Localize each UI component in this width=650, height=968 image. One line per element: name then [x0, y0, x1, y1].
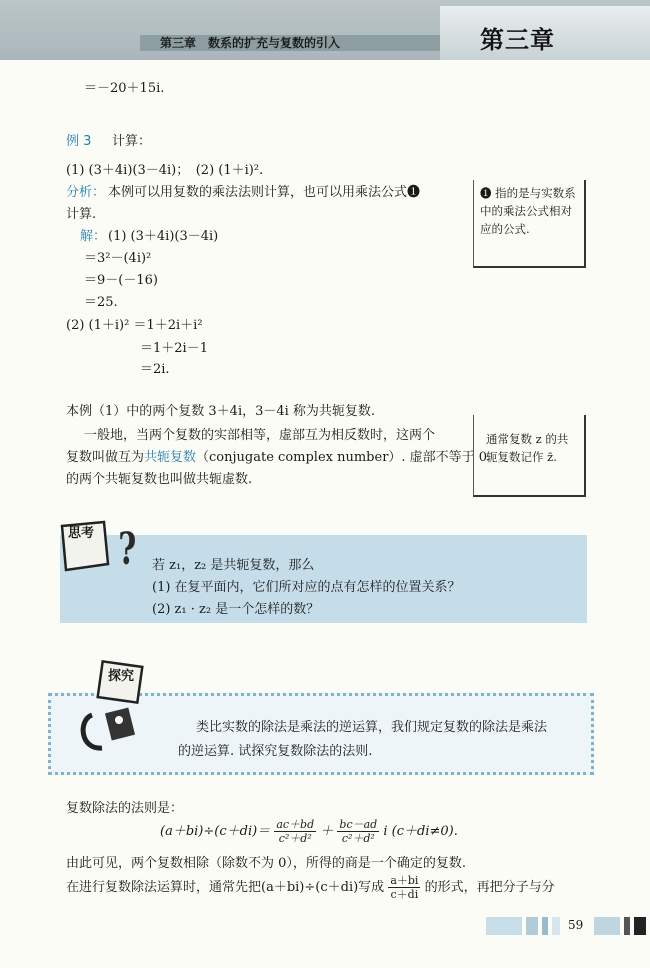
- side-note-conjugate: 通常复数 z 的共轭复数记作 z̄.: [486, 432, 569, 464]
- solution-2-line-1: (2) (1＋i)² ＝1＋2i＋i²: [66, 318, 203, 333]
- footer-decoration: [486, 915, 648, 937]
- fraction-general-denominator: c＋di: [390, 888, 419, 901]
- fraction-imag-numerator: bc－ad: [339, 818, 378, 831]
- fraction-imag-denominator: c²＋d²: [341, 832, 375, 845]
- fraction-real-denominator: c²＋d²: [278, 832, 312, 845]
- paragraph-example: 本例（1）中的两个复数 3＋4i，3－4i 称为共轭复数.: [66, 404, 376, 419]
- fraction-real-numerator: ac＋bd: [276, 818, 315, 831]
- conjugate-term: 共轭复数: [144, 450, 197, 465]
- paragraph-definition-line-1: 一般地，当两个复数的实部相等，虚部互为相反数时，这两个: [84, 428, 436, 443]
- think-badge-label: 思考: [68, 526, 95, 541]
- previous-result: ＝－20＋15i.: [84, 81, 165, 96]
- fraction-general-numerator: a＋bi: [390, 874, 419, 887]
- analysis-continued: 计算.: [66, 207, 97, 222]
- definition-prefix: 复数叫做互为: [66, 450, 145, 465]
- explore-line-1: 类比实数的除法是乘法的逆运算，我们规定复数的除法是乘法: [196, 720, 548, 735]
- solution-1-line-3: ＝9－(－16): [84, 273, 158, 288]
- chapter-badge-label: 第三章: [480, 26, 555, 54]
- solution-1-line-4: ＝25.: [84, 295, 118, 310]
- page-number: 59: [568, 918, 584, 932]
- division-procedure: [66, 874, 555, 901]
- fraction-imag: [337, 818, 379, 845]
- example-heading: 计算：: [112, 134, 152, 149]
- definition-suffix: （conjugate complex number）. 虚部不等于 0: [196, 450, 488, 465]
- think-line-1: 若 z₁，z₂ 是共轭复数，那么: [152, 558, 315, 573]
- header-title: 第三章 数系的扩充与复数的引入: [160, 36, 341, 50]
- analysis-label: 分析：: [66, 185, 106, 200]
- division-consequence: 由此可见，两个复数相除（除数不为 0），所得的商是一个确定的复数.: [66, 856, 467, 871]
- solution-1-line-1: (1) (3＋4i)(3－4i): [108, 229, 219, 244]
- solution-2-line-2: ＝1＋2i－1: [140, 341, 208, 356]
- explore-badge-label: 探究: [108, 669, 135, 684]
- paragraph-definition-line-3: 的两个共轭复数也叫做共轭虚数.: [66, 472, 253, 487]
- solution-2-line-3: ＝2i.: [140, 362, 170, 377]
- formula-tail: i (c＋di≠0).: [383, 824, 458, 839]
- formula-lhs: (a＋bi)÷(c＋di)＝: [160, 824, 271, 839]
- explore-line-2: 的逆运算. 试探究复数除法的法则.: [178, 744, 373, 759]
- fraction-general: [388, 874, 420, 901]
- analysis-text: 本例可以用复数的乘法法则计算，也可以用乘法公式❶: [108, 185, 421, 200]
- fraction-real: [274, 818, 316, 845]
- procedure-prefix: 在进行复数除法运算时，通常先把(a＋bi)÷(c＋di)写成: [66, 880, 385, 895]
- paragraph-definition-line-2: [66, 446, 487, 465]
- solution-label: 解：: [80, 229, 107, 244]
- solution-1-line-2: ＝3²－(4i)²: [84, 251, 152, 266]
- svg-text:?: ?: [118, 522, 137, 575]
- think-line-2: (1) 在复平面内，它们所对应的点有怎样的位置关系？: [152, 580, 461, 595]
- think-line-3: (2) z₁ · z₂ 是一个怎样的数？: [152, 602, 320, 617]
- example-problems: (1) (3＋4i)(3－4i)； (2) (1＋i)².: [66, 163, 264, 178]
- formula-plus: ＋: [320, 824, 334, 839]
- procedure-suffix: 的形式，再把分子与分: [424, 880, 555, 895]
- division-formula: [160, 818, 458, 845]
- division-intro: 复数除法的法则是：: [66, 801, 184, 816]
- example-label: 例 3: [66, 134, 92, 149]
- side-note-text: ❶ 指的是与实数系中的乘法公式相对应的公式.: [480, 186, 576, 236]
